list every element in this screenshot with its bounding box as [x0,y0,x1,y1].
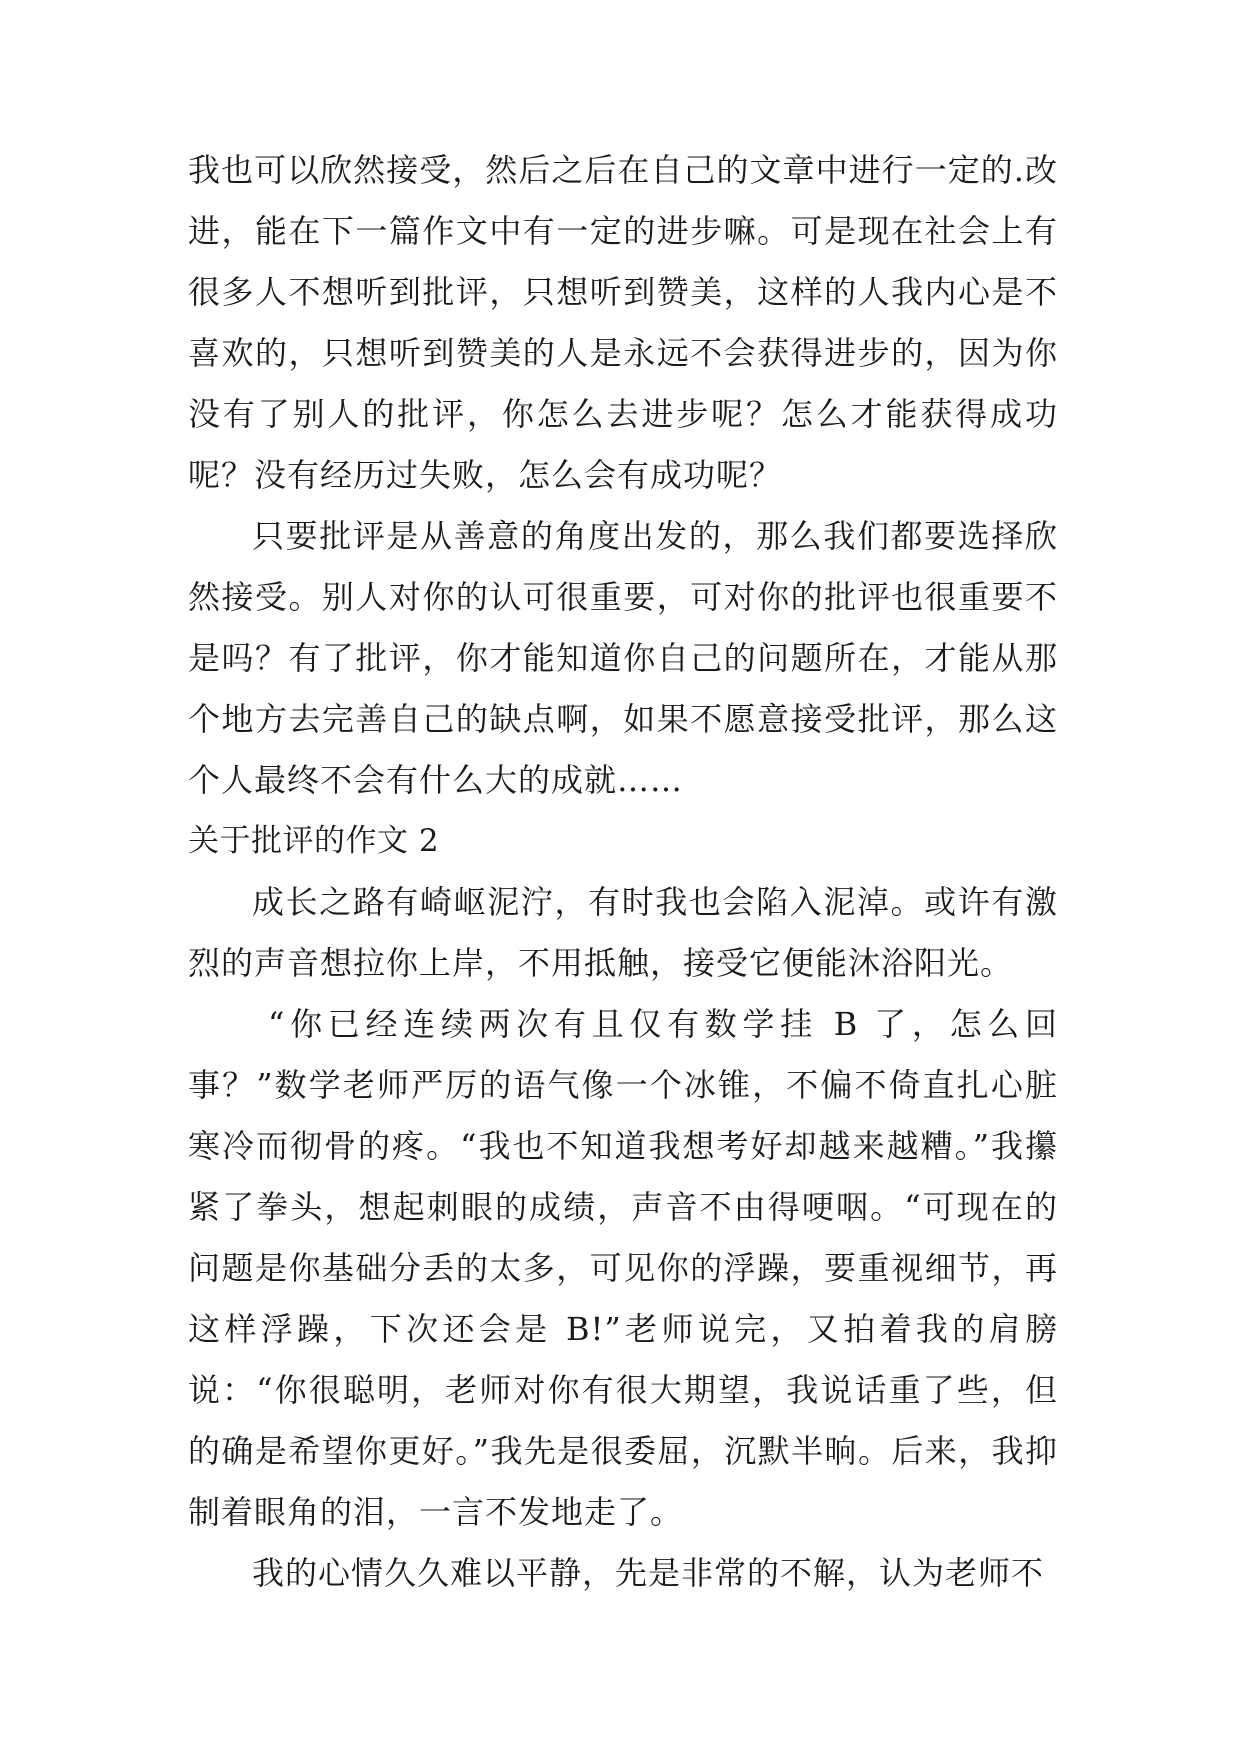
paragraph-continuation: 我也可以欣然接受，然后之后在自己的文章中进行一定的.改进，能在下一篇作文中有一定的进步嘛。可是现在社会上有很多人不想听到批评，只想听到赞美，这样的人我内心是不喜欢的，只想听到赞美的人是永远不会获得进步的，因为你没有了别人的批评，你怎么去进步呢？怎么才能获得成功呢？没有经历过失败，怎么会有成功呢？ [188,151,1058,494]
paragraph-teacher-dialogue: “你已经连续两次有且仅有数学挂 B 了，怎么回事？”数学老师严厉的语气像一个冰锥，不偏不倚直扎心脏寒冷而彻骨的疼。“我也不知道我想考好却越来越糟。”我攥紧了拳头，想起刺眼的成绩，声音不由得哽咽。“可现在的问题是你基础分丢的太多，可见你的浮躁，要重视细节，再这样浮躁，下次还会是 B!”老师说完，又拍着我的肩膀说：“你很聪明，老师对你有很大期望，我说话重了些，但的确是希望你更好。”我先是很委屈，沉默半晌。后来，我抑制着眼角的泪，一言不发地走了。 [188,1005,1058,1531]
paragraph-acceptance: 只要批评是从善意的角度出发的，那么我们都要选择欣然接受。别人对你的认可很重要，可对你的批评也很重要不是吗？有了批评，你才能知道你自己的问题所在，才能从那个地方去完善自己的缺点啊，如果不愿意接受批评，那么这个人最终不会有什么大的成就…… [188,517,1058,799]
paragraph-growth-path: 成长之路有崎岖泥泞，有时我也会陷入泥淖。或许有激烈的声音想拉你上岸，不用抵触，接受它便能沐浴阳光。 [188,883,1058,982]
document-body [188,140,1058,1604]
essay-heading: 关于批评的作文 2 [188,823,440,859]
paragraph-feelings: 我的心情久久难以平静，先是非常的不解，认为老师不 [252,1554,1045,1592]
